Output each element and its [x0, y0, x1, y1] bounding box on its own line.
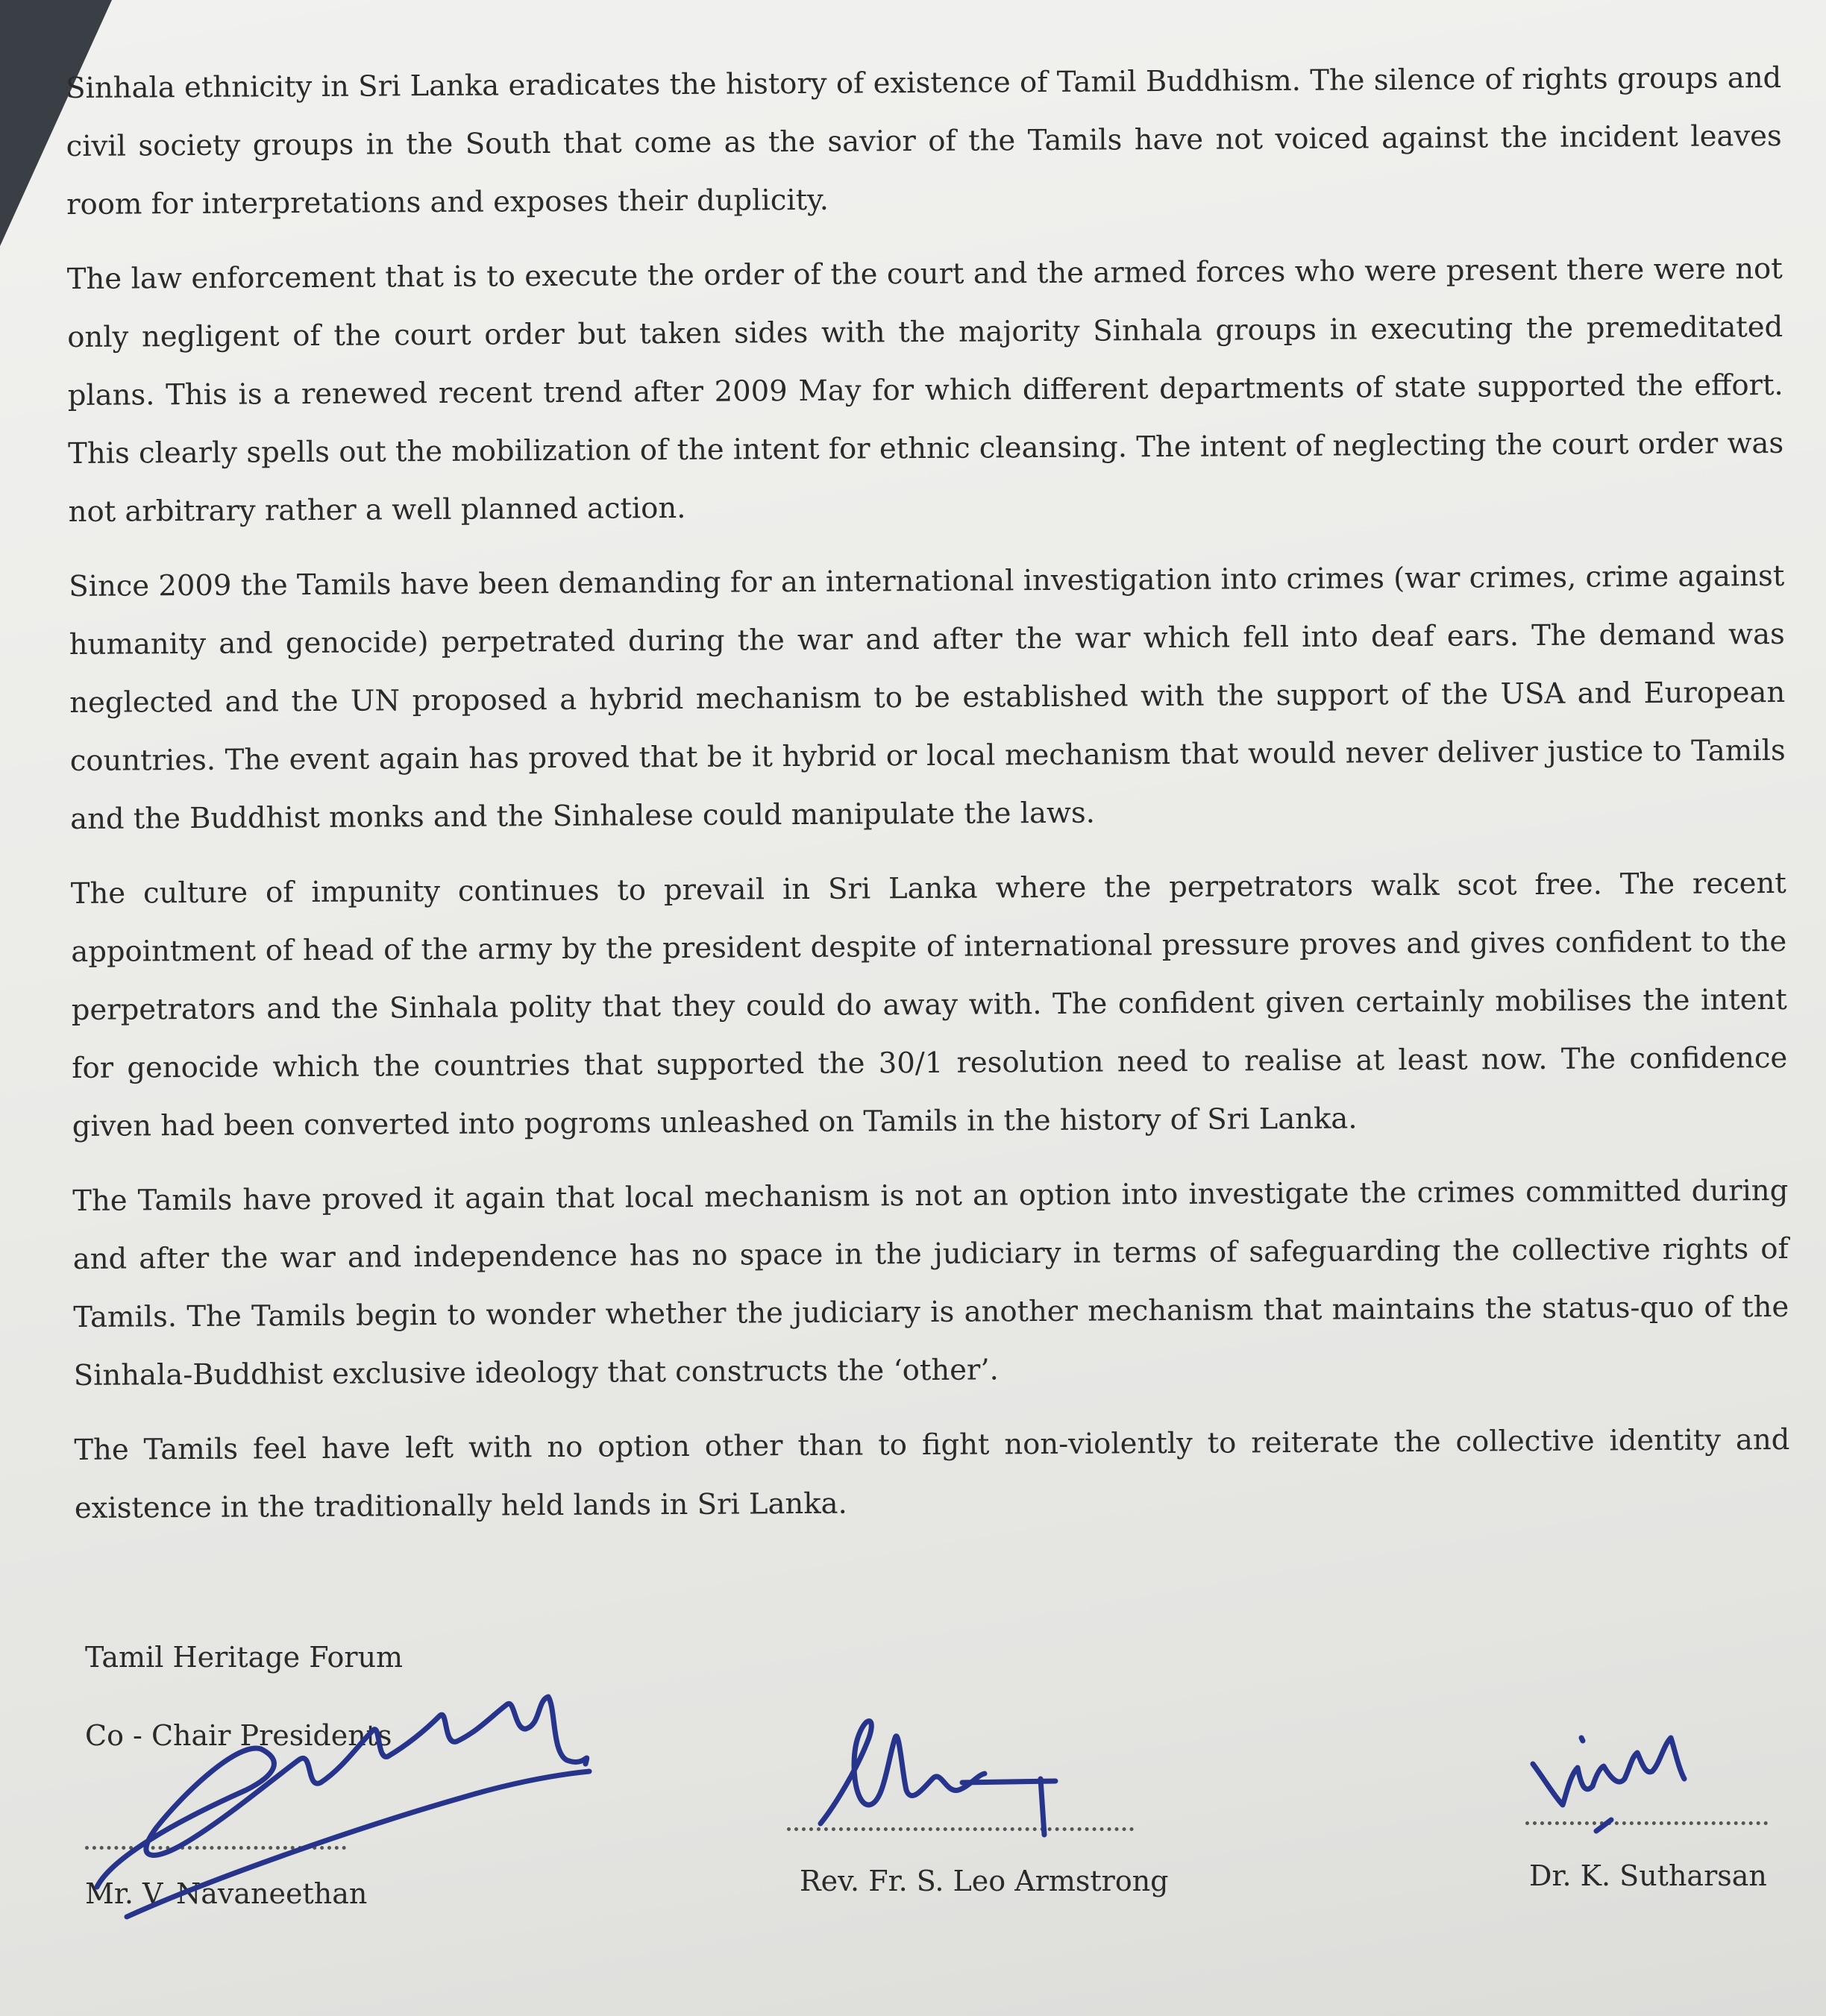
paragraph-4: The culture of impunity continues to prevail in Sri Lanka where the perpetrators walk scot free. The recent appointment of head of the army by the president despite of international pressure proves and gives confident to the perpetrators and the Sinhala polity that they could do away with. The confident given certainly mobilises the intent for genocide which the countries that supported the 30/1 resolution need to realise at least now. The confidence given had been converted into pogroms unleashed on Tamils in the history of Sri Lanka. [70, 866, 1788, 1143]
signature-line-1 [85, 1846, 346, 1850]
paragraph-6: The Tamils feel have left with no option other than to fight non-violently to reiterate the collective identity and existence in the traditionally held lands in Sri Lanka. [74, 1422, 1790, 1525]
paragraph-5: The Tamils have proved it again that local mechanism is not an option into investigate the crimes committed during and after the war and independence has no space in the judiciary in terms of safeguarding the collective rights of Tamils. The Tamils begin to wonder whether the judiciary is another mechanism that maintains the status-quo of the Sinhala-Buddhist exclusive ideology that constructs the ‘other’. [72, 1173, 1789, 1392]
paragraph-3: Since 2009 the Tamils have been demanding for an international investigation into crimes (war crimes, crime against humanity and genocide) perpetrated during the war and after the war which fell into deaf ears. The demand was neglected and the UN proposed a hybrid mechanism to be established with the support of the USA and European countries. The event again has proved that be it hybrid or local mechanism that would never deliver justice to Tamils and the Buddhist monks and the Sinhalese could manipulate the laws. [69, 559, 1786, 836]
signatory-name-2: Rev. Fr. S. Leo Armstrong [800, 1865, 1169, 1897]
signatory-name-1: Mr. V. Navaneethan [85, 1877, 368, 1910]
signatory-name-3: Dr. K. Sutharsan [1529, 1859, 1767, 1892]
organization-name: Tamil Heritage Forum [85, 1641, 404, 1674]
signature-line-3 [1525, 1821, 1768, 1825]
signature-line-2 [787, 1827, 1134, 1831]
paragraph-1: Sinhala ethnicity in Sri Lanka eradicates the history of existence of Tamil Buddhism. The silence of rights groups and civil society groups in the South that come as the savior of the Tamils have not voiced against the incident leaves room for interpretations and exposes their duplicity. [66, 60, 1782, 222]
signatory-role: Co - Chair Presidents [85, 1719, 392, 1752]
paragraph-2: The law enforcement that is to execute the order of the court and the armed forces who were present there were not only negligent of the court order but taken sides with the majority Sinhala groups in executing the premeditated plans. This is a renewed recent trend after 2009 May for which different departments of state supported the effort. This clearly spells out the mobilization of the intent for ethnic cleansing. The intent of neglecting the court order was not arbitrary rather a well planned action. [66, 251, 1784, 529]
